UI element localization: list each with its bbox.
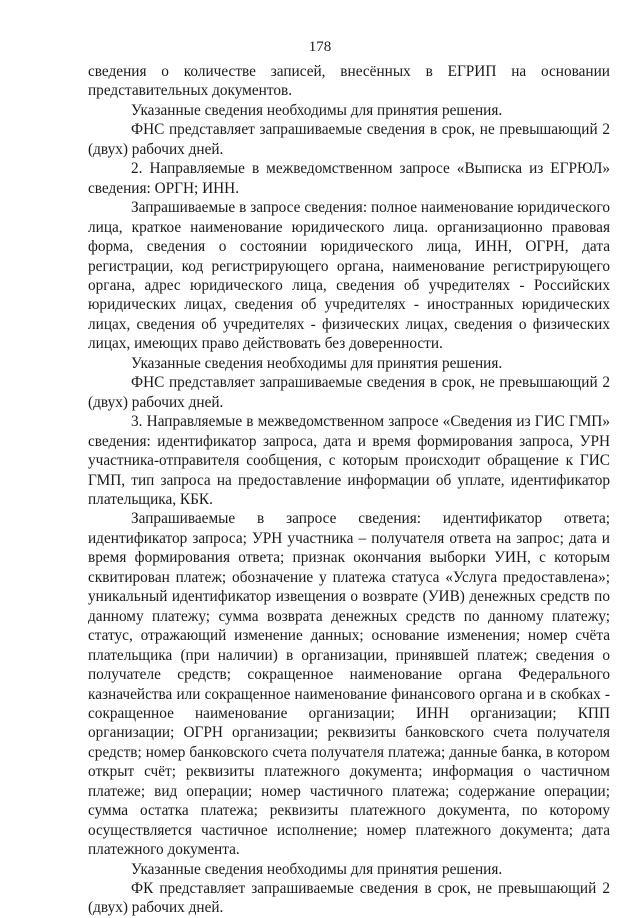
paragraph-egrul-requested-data: Запрашиваемые в запросе сведения: полное наименование юридического лица, краткое наименование юридического лица. организационно правовая форма, сведения о состоянии юридического лица, ИНН, ОГРН, дата регистрации, код регистрирующего органа, наименование регистрирующего органа, адрес юридического лица, сведения об учредителях - Российских юридических лицах, сведения об учредителях - иностранных юридических лицах, сведения об учредителях - физических лицах, сведения о физических лицах, имеющих право действовать без доверенности. bbox=[88, 199, 610, 353]
paragraph-gis-gmp-requested-data: Запрашиваемые в запросе сведения: идентификатор ответа; идентификатор запроса; УРН участника – получателя ответа на запрос; дата и время формирования ответа; признак окончания выборки УИН, с которым сквитирован платеж; обозначение у платежа статуса «Услуга предоставлена»; уникальный идентификатор извещения о возврате (УИВ) денежных средств по данному платежу; сумма возврата денежных средств по данному платежу; статус, отражающий изменение данных; основание изменения; номер счёта плательщика (при наличии) в организации, принявшей платеж; сведения о получателе средств; сокращенное наименование органа Федерального казначейства или сокращенное наименование финансового органа и в скобках - сокращенное наименование организации; ИНН организации; КПП организации; ОГРН организации; реквизиты банковского счета получателя средств; номер банковского счета получателя платежа; данные банка, в котором открыт счёт; реквизиты платежного документа; информация о частичном платеже; вид операции; номер частичного платежа; содержание операции; сумма остатка платежа; реквизиты платежного документа, по которому осуществляется частичное исполнение; номер платежного документа; дата платежного документа. bbox=[88, 510, 610, 859]
paragraph-fns-deadline-2: ФНС представляет запрашиваемые сведения в срок, не превышающий 2 (двух) рабочих дней. bbox=[88, 374, 610, 411]
paragraph-decision-note-3: Указанные сведения необходимы для принятия решения. bbox=[131, 860, 503, 878]
paragraph-egrul-request: 2. Направляемые в межведомственном запросе «Выписка из ЕГРЮЛ» сведения: ОРГН; ИНН. bbox=[88, 160, 610, 197]
paragraph-fns-deadline-1: ФНС представляет запрашиваемые сведения в срок, не превышающий 2 (двух) рабочих дней. bbox=[88, 121, 610, 158]
paragraph-decision-note-2: Указанные сведения необходимы для принятия решения. bbox=[131, 354, 503, 372]
paragraph-fk-deadline: ФК представляет запрашиваемые сведения в срок, не превышающий 2 (двух) рабочих дней. bbox=[88, 880, 610, 917]
paragraph-decision-note-1: Указанные сведения необходимы для принятия решения. bbox=[131, 101, 503, 119]
document-body bbox=[88, 62, 610, 918]
paragraph-gis-gmp-request: 3. Направляемые в межведомственном запросе «Сведения из ГИС ГМП» сведения: идентификатор запроса, дата и время формирования запроса, УРН участника-отправителя сообщения, с которым происходит обращение к ГИС ГМП, тип запроса на предоставление информации об уплате, идентификатор плательщика, КБК. bbox=[88, 413, 610, 508]
page-number: 178 bbox=[308, 39, 332, 55]
paragraph-egrip-continuation: сведения о количестве записей, внесённых в ЕГРИП на основании представительных документов. bbox=[88, 63, 610, 100]
